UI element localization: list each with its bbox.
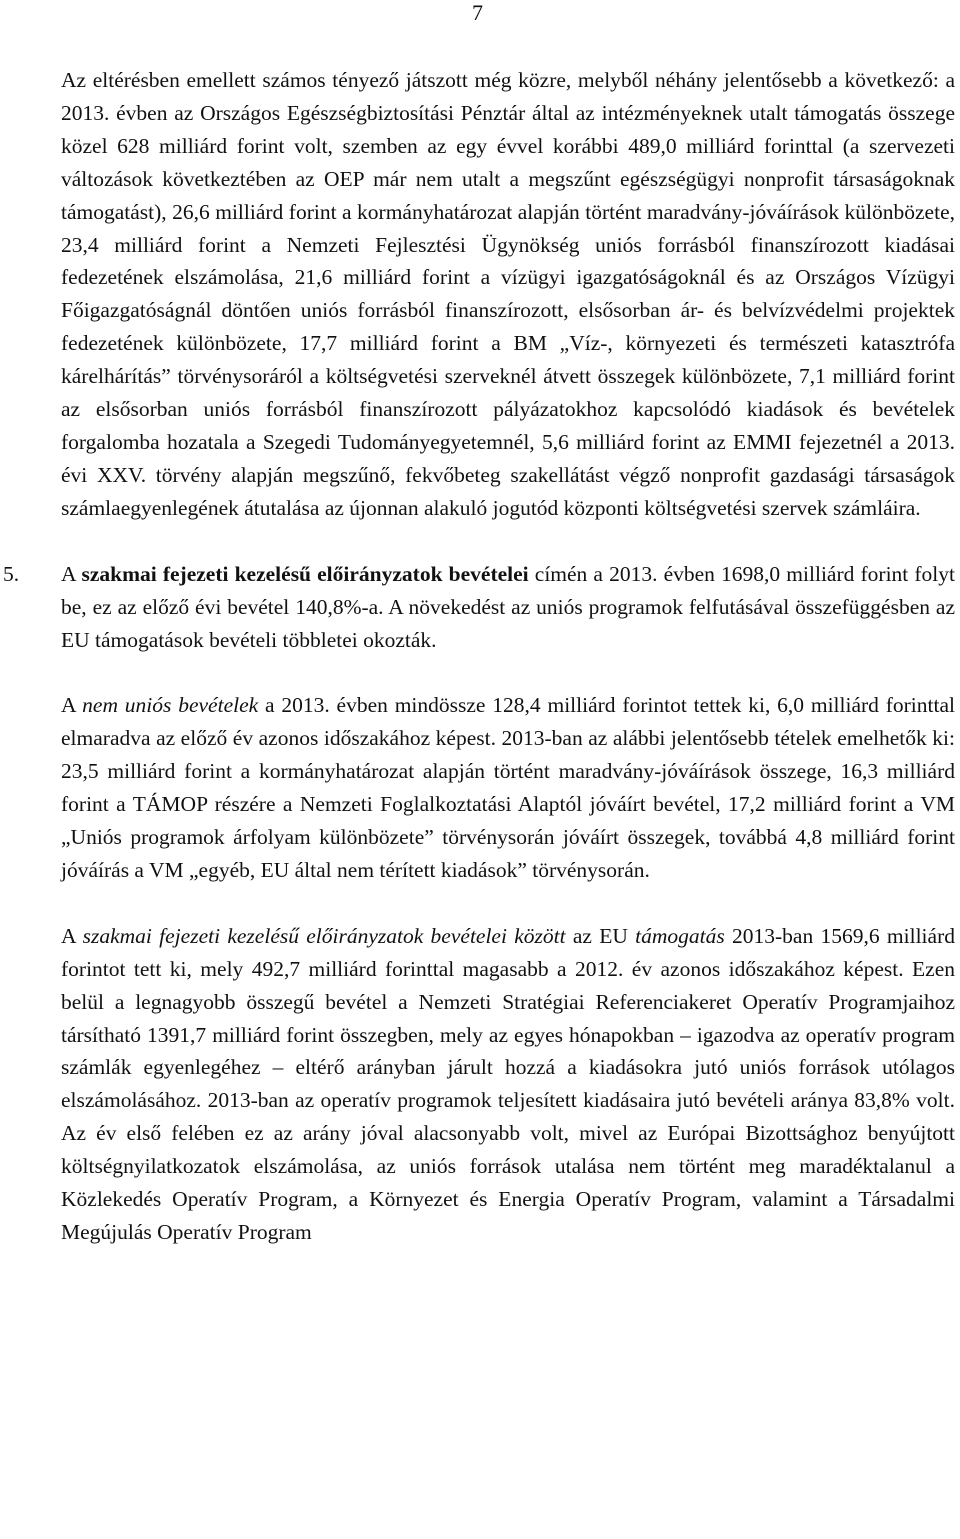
- numbered-item-5: [3, 558, 955, 657]
- paragraph-spacer: [61, 887, 955, 920]
- paragraph-spacer: [61, 525, 955, 558]
- p4-italic-term: szakmai fejezeti kezelésű előirányzatok bevételei között: [82, 923, 566, 948]
- p4-text: 2013-ban 1569,6 milliárd forintot tett ki, mely 492,7 milliárd forinttal magasabb a 2012. év azonos időszakához képest. Ezen belül a legnagyobb összegű bevétel a Nemzeti Stratégiai Referenciakeret Operatív Programjaihoz társítható 1391,7 milliárd forint összegben, mely az egyes hónapokban – igazodva az operatív program számlák egyenlegéhez – eltérő arányban járult hozzá a kiadásokra jutó uniós források utólagos elszámolásához. 2013-ban az operatív programok teljesített kiadásaira jutó bevételi aránya 83,8% volt. Az év első felében ez az arány jóval alacsonyabb volt, mivel az Európai Bizottsághoz benyújtott költségnyilatkozatok elszámolása, az uniós források utalása nem történt meg maradéktalanul a Közlekedés Operatív Program, a Környezet és Energia Operatív Program, valamint a Társadalmi Megújulás Operatív Program: [61, 923, 955, 1244]
- page-number: 7: [472, 0, 483, 25]
- p4-mid: az EU: [565, 923, 636, 948]
- paragraph-non-eu-revenue: [61, 689, 955, 886]
- document-body: [3, 64, 955, 1249]
- p3-lead: A: [61, 693, 83, 718]
- paragraph-factors: Az eltérésben emellett számos tényező játszott még közre, melyből néhány jelentősebb a következő: a 2013. évben az Országos Egészségbiztosítási Pénztár által az intézményeknek utalt támogatás összege közel 628 milliárd forint volt, szemben az egy évvel korábbi 489,0 milliárd forinttal (a szervezeti változások következtében az OEP már nem utalt a megszűnt egészségügyi nonprofit társaságoknak támogatást), 26,6 milliárd forint a kormányhatározat alapján történt maradvány-jóváírások különbözete, 23,4 milliárd forint a Nemzeti Fejlesztési Ügynökség uniós forrásból finanszírozott kiadásai fedezetének elszámolása, 21,6 milliárd forint a vízügyi igazgatóságoknál és az Országos Vízügyi Főigazgatóságnál döntően uniós forrásból finanszírozott, elsősorban ár- és belvízvédelmi projektek fedezetének különbözete, 17,7 milliárd forint a BM „Víz-, környezeti és természeti katasztrófa kárelhárítás” törvénysoráról a költségvetési szerveknél átvett összegek különbözete, 7,1 milliárd forint az elsősorban uniós forrásból finanszírozott pályázatokhoz kapcsolódó kiadások és bevételek forgalomba hozatala a Szegedi Tudományegyetemnél, 5,6 milliárd forint az EMMI fejezetnél a 2013. évi XXV. törvény alapján megszűnő, fekvőbeteg szakellátást végző nonprofit gazdasági társaságok számlaegyenlegének átutalása az újonnan alakuló jogutód központi költségvetési szervek számláira.: [61, 68, 955, 520]
- p4-lead: A: [61, 923, 83, 948]
- p3-text: a 2013. évben mindössze 128,4 milliárd forintot tettek ki, 6,0 milliárd forinttal elmaradva az előző év azonos időszakához képest. 2013-ban az alábbi jelentősebb tételek emelhetők ki: 23,5 milliárd forint a kormányhatározat alapján történt maradvány-jóváírások összege, 16,3 milliárd forint a TÁMOP részére a Nemzeti Foglalkoztatási Alaptól jóváírt bevétel, 17,2 milliárd forint a VM „Uniós programok árfolyam különbözete” törvénysorán jóváírt összegek, továbbá 4,8 milliárd forint jóváírás a VM „egyéb, EU által nem térített kiadások” törvénysorán.: [61, 693, 955, 882]
- item-number: 5.: [3, 561, 20, 586]
- item-5-text: címén a 2013. évben 1698,0 milliárd forint folyt be, ez az előző évi bevétel 140,8%-a. A növekedést az uniós programok felfutásával összefüggésben az EU támogatások bevételi többletei okozták.: [61, 561, 955, 652]
- item-5-bold-term: szakmai fejezeti kezelésű előirányzatok bevételei: [81, 561, 529, 586]
- p4-italic-term-2: támogatás: [635, 923, 725, 948]
- paragraph-spacer: [61, 656, 955, 689]
- p3-italic-term: nem uniós bevételek: [82, 693, 259, 718]
- paragraph-eu-support: [61, 920, 955, 1249]
- item-5-lead: A: [61, 561, 82, 586]
